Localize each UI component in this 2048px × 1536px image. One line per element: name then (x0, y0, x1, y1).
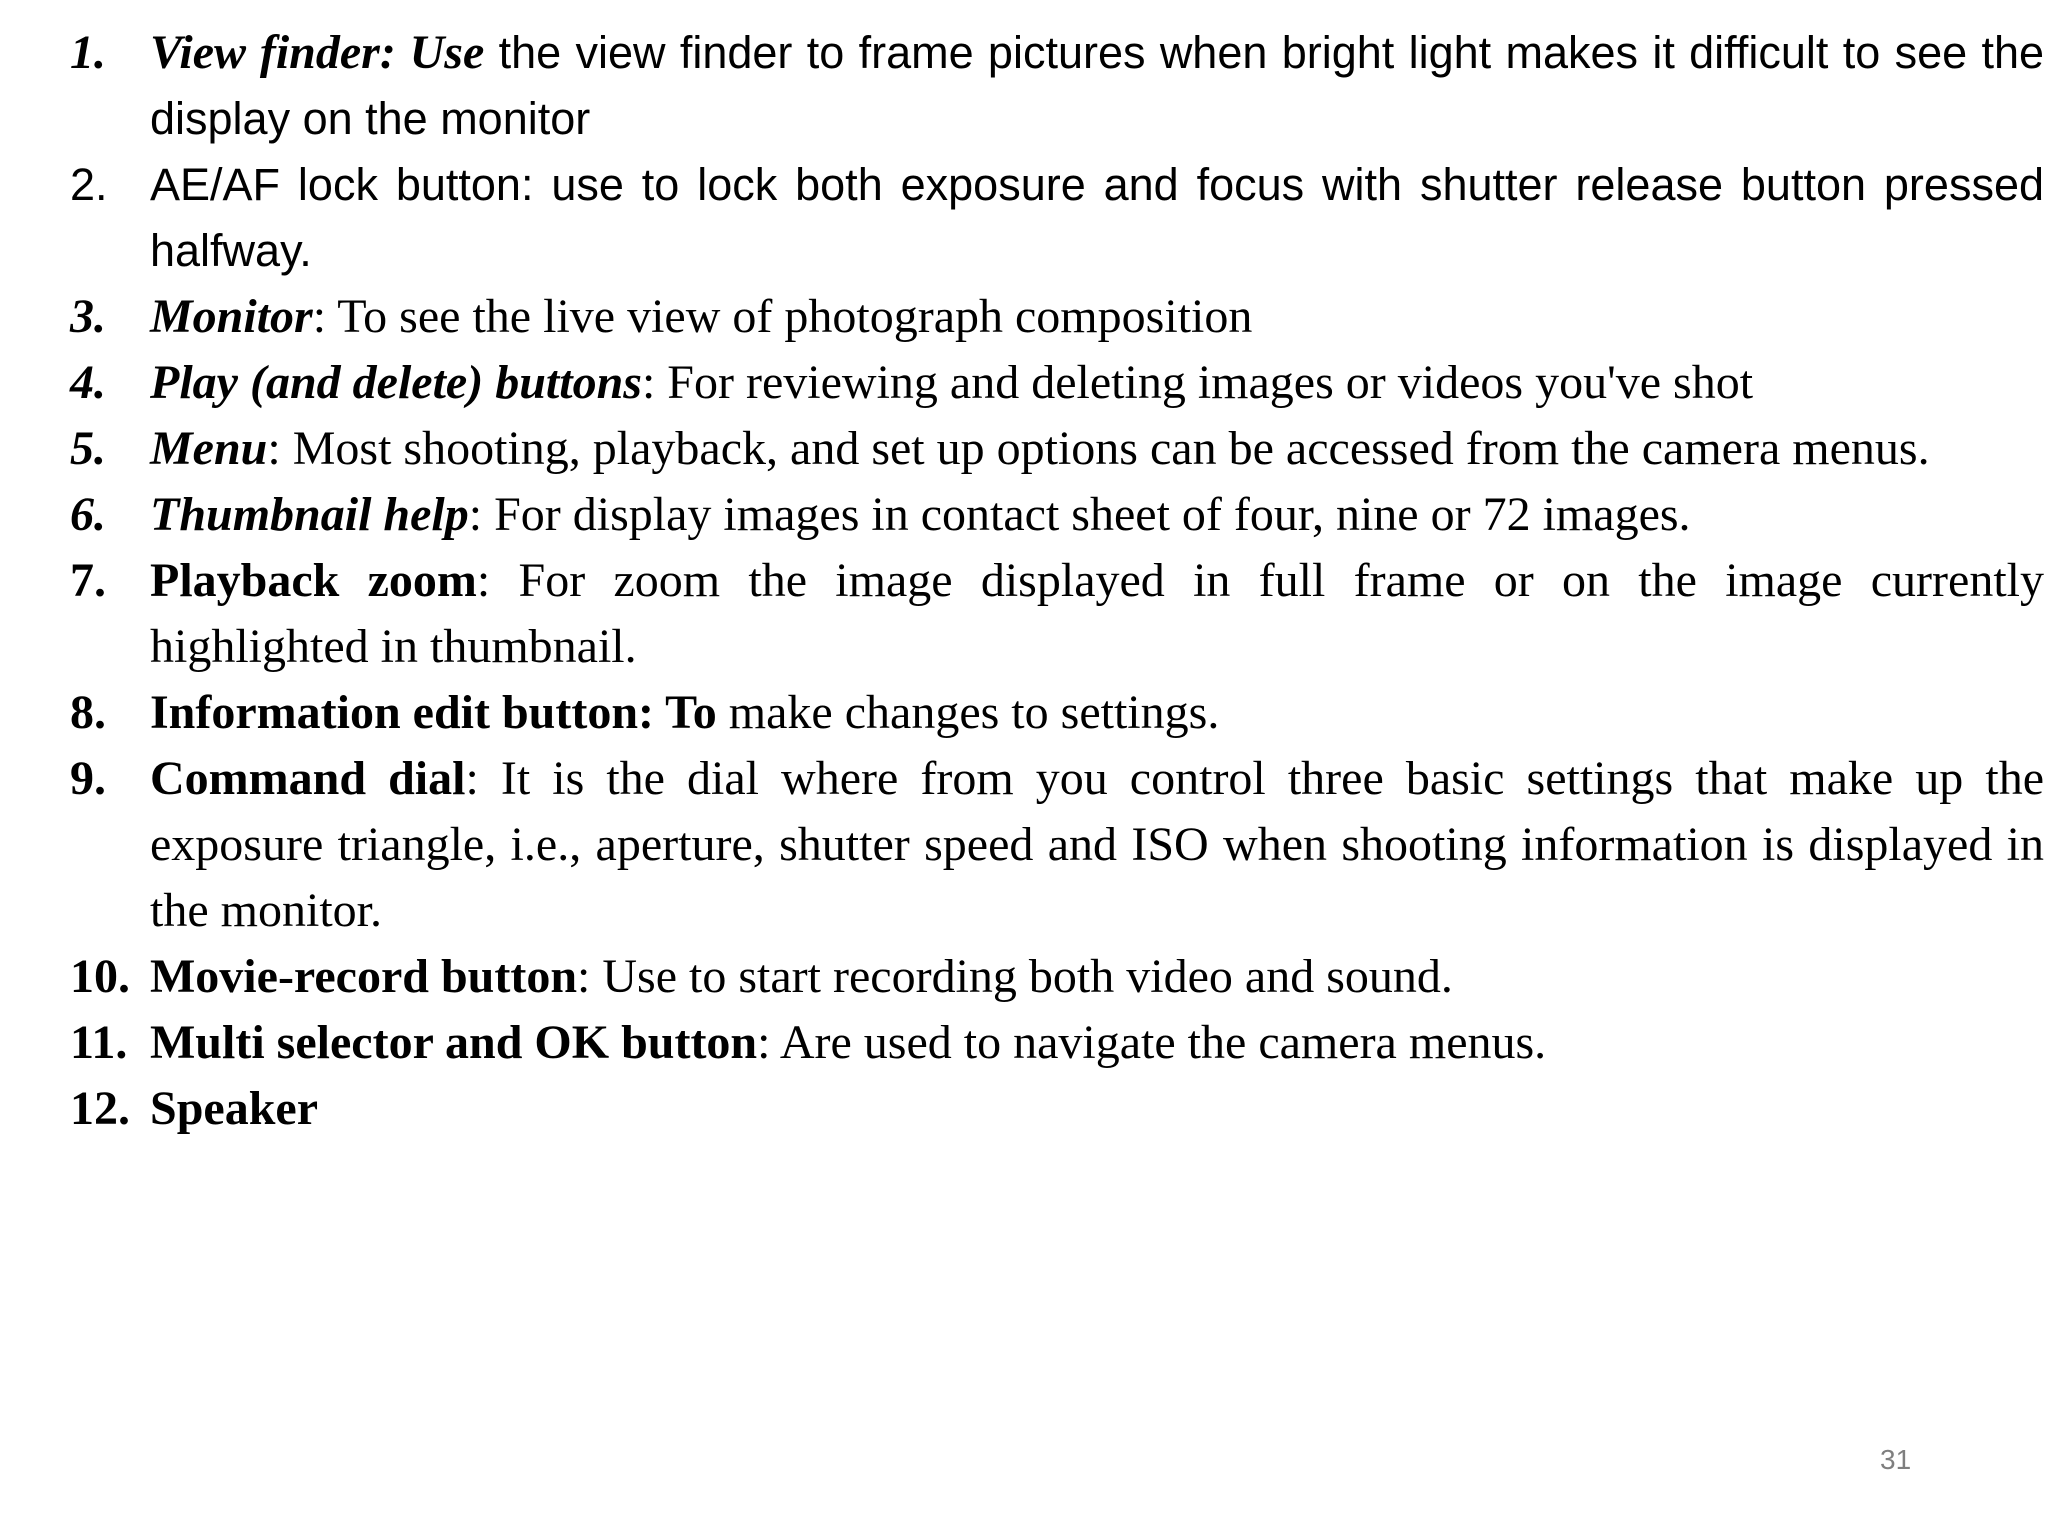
item-label: Play (and delete) buttons (150, 356, 642, 409)
item-label: Playback zoom (150, 554, 477, 607)
list-item-monitor (70, 284, 2044, 350)
list-item-playback-zoom (70, 548, 2044, 680)
item-label: Multi selector and OK button (150, 1016, 758, 1069)
item-number: 10. (70, 950, 130, 1003)
item-number: 3. (70, 290, 106, 343)
camera-parts-list (70, 20, 2044, 1142)
item-label: Information edit button: To (150, 686, 717, 739)
item-number: 2. (70, 159, 108, 210)
page-number: 31 (1880, 1444, 1912, 1475)
item-label: Menu (150, 422, 268, 475)
item-text: AE/AF lock button: use to lock both exposure and focus with shutter release button pressed halfway. (150, 159, 2044, 276)
item-text: : To see the live view of photograph composition (312, 290, 1253, 343)
item-number: 8. (70, 686, 106, 739)
list-item-speaker (70, 1076, 2044, 1142)
item-text: the view finder to frame pictures when bright light makes it difficult to see the display on the monitor (150, 27, 2044, 144)
list-item-play-delete (70, 350, 2044, 416)
item-number: 5. (70, 422, 106, 475)
item-label: Monitor (150, 290, 313, 343)
item-number: 7. (70, 554, 106, 607)
list-item-view-finder (70, 20, 2044, 152)
item-number: 11. (70, 1016, 128, 1069)
list-item-thumbnail-help (70, 482, 2044, 548)
item-text: make changes to settings. (716, 686, 1220, 739)
item-text: : For reviewing and deleting images or videos you've shot (641, 356, 1754, 409)
item-text: : For display images in contact sheet of four, nine or 72 images. (468, 488, 1691, 541)
item-number: 4. (70, 356, 106, 409)
item-label: Movie-record button (150, 950, 578, 1003)
list-item-command-dial (70, 746, 2044, 944)
item-label: Thumbnail help (150, 488, 469, 541)
item-text: : For zoom the image displayed in full frame or on the image currently highlighted in thumbnail. (150, 554, 2045, 673)
item-label: Speaker (150, 1082, 318, 1135)
list-item-information-edit (70, 680, 2044, 746)
item-text: : It is the dial where from you control three basic settings that make up the exposure triangle, i.e., aperture, shutter speed and ISO when shooting information is displayed in the monitor. (150, 752, 2044, 937)
item-number: 12. (70, 1082, 130, 1135)
item-number: 6. (70, 488, 106, 541)
item-label: View finder: Use (150, 26, 485, 79)
item-text: : Use to start recording both video and sound. (577, 950, 1453, 1003)
list-item-multi-selector (70, 1010, 2044, 1076)
list-item-menu (70, 416, 2044, 482)
list-item-movie-record (70, 944, 2044, 1010)
list-item-ae-af-lock (70, 152, 2044, 284)
item-number: 9. (70, 752, 106, 805)
item-text: : Most shooting, playback, and set up options can be accessed from the camera menus. (267, 422, 1930, 475)
item-text: : Are used to navigate the camera menus. (757, 1016, 1547, 1069)
item-number: 1. (70, 26, 106, 79)
item-label: Command dial (150, 752, 466, 805)
